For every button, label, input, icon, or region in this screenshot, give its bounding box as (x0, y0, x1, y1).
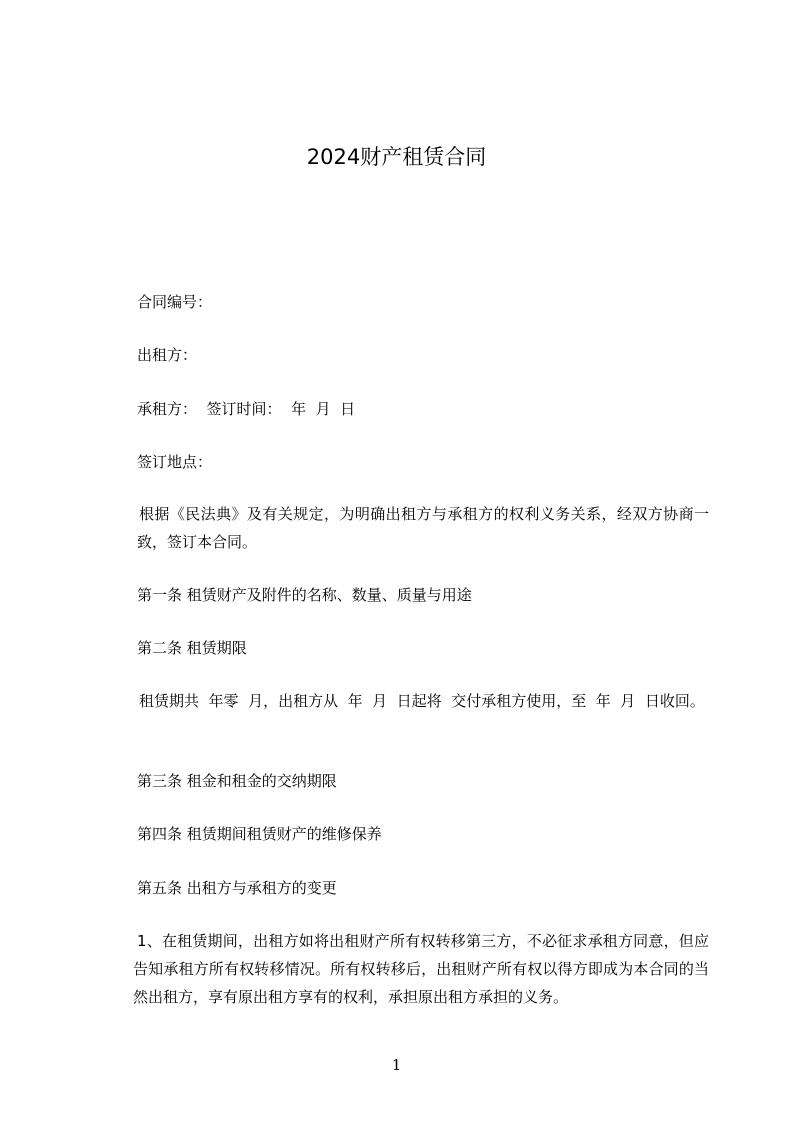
article-5-heading: 第五条 出租方与承租方的变更 (137, 879, 337, 897)
intro-paragraph: 根据《民法典》及有关规定，为明确出租方与承租方的权利义务关系，经双方协商一致，签订本合同。 (137, 505, 709, 551)
article-2-heading: 第二条 租赁期限 (137, 639, 247, 657)
article-4-heading: 第四条 租赁期间租赁财产的维修保养 (137, 825, 382, 843)
page-number: 1 (391, 1056, 402, 1074)
article-3-heading: 第三条 租金和租金的交纳期限 (137, 772, 337, 790)
lease-term-paragraph: 租赁期共 年零 月，出租方从 年 月 日起将 交付承租方使用，至 年 月 日收回。 (139, 692, 705, 710)
contract-number-field: 合同编号： (137, 293, 213, 311)
clause-5-1-paragraph: 1、在租赁期间，出租方如将出租财产所有权转移第三方，不必征求承租方同意，但应告知承租方所有权转移情况。所有权转移后，出租财产所有权以得方即成为本合同的当然出租方，享有原出租方享有的权利，承担原出租方承担的义务。 (133, 932, 709, 1006)
lessee-and-sign-date-field: 承租方： 签订时间： 年 月 日 (137, 400, 356, 418)
lessor-field: 出租方： (137, 346, 198, 364)
sign-place-field: 签订地点： (137, 453, 213, 471)
document-title: 2024财产租赁合同 (306, 145, 487, 169)
article-1-heading: 第一条 租赁财产及附件的名称、数量、质量与用途 (137, 586, 472, 604)
